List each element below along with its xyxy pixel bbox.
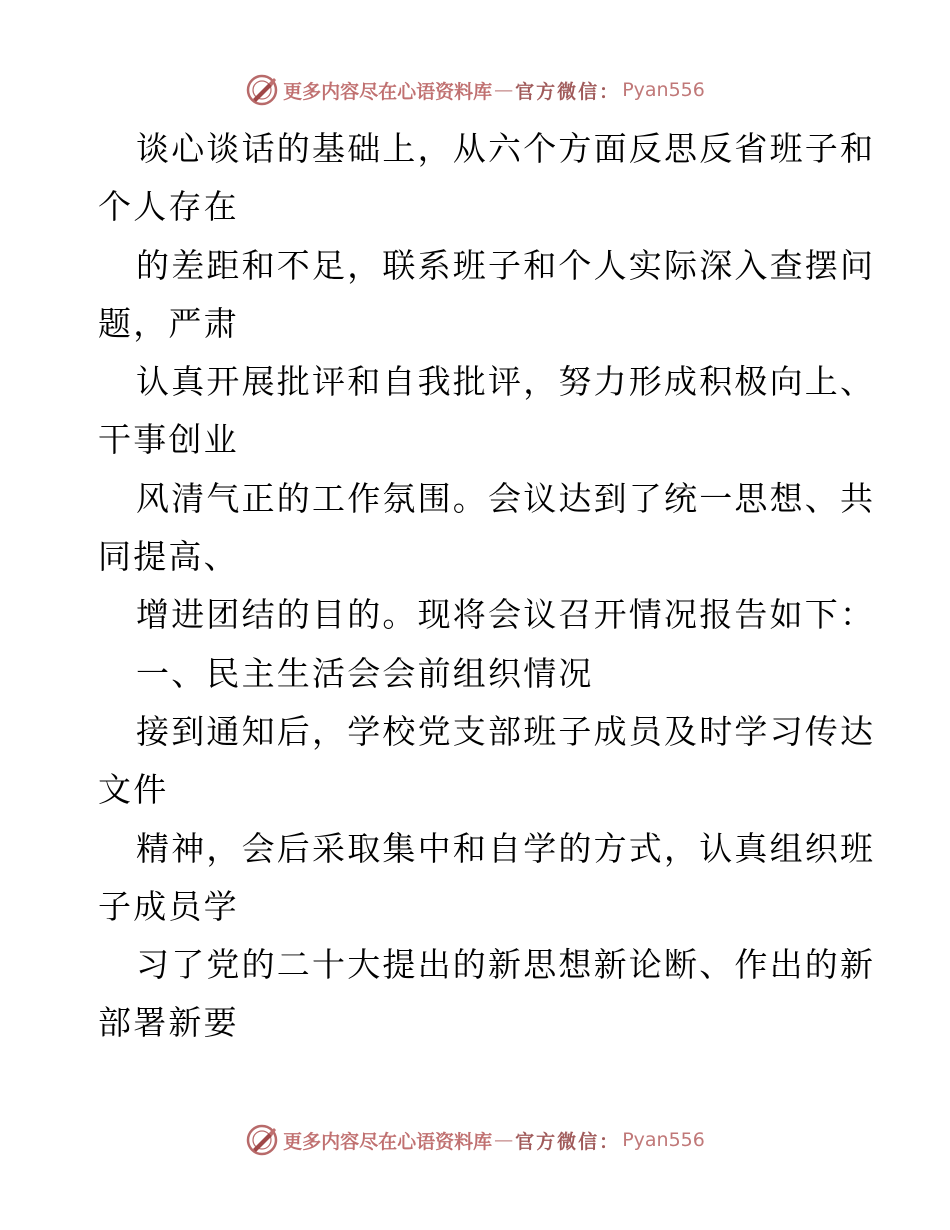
- watermark-official-label: 官方微信：: [515, 80, 621, 103]
- watermark-wechat-id: Pyan556: [622, 1129, 705, 1151]
- seal-pen-icon: [245, 73, 279, 107]
- text-line: 一、民主生活会会前组织情况: [136, 653, 594, 693]
- text-line: 接到通知后，学校党支部班子成员及时学习传达: [136, 711, 876, 751]
- watermark-wechat-id: Pyan556: [622, 79, 705, 101]
- text-line: 子成员学: [98, 886, 239, 926]
- text-line: 精神，会后采取集中和自学的方式，认真组织班: [136, 828, 876, 868]
- watermark-brand: 更多内容尽在心语资料库: [283, 1130, 493, 1153]
- text-line: 增进团结的目的。现将会议召开情况报告如下：: [136, 595, 876, 635]
- text-line: 题，严肃: [98, 303, 239, 343]
- text-line: 的差距和不足，联系班子和个人实际深入查摆问: [136, 245, 876, 285]
- text-line: 干事创业: [98, 420, 239, 460]
- text-line: 文件: [98, 770, 169, 810]
- watermark-brand: 更多内容尽在心语资料库: [283, 80, 493, 103]
- document-body: [98, 120, 878, 1053]
- watermark-dash: —: [494, 1129, 514, 1151]
- text-line: 个人存在: [98, 187, 239, 227]
- text-line: 同提高、: [98, 537, 239, 577]
- text-line: 谈心谈话的基础上，从六个方面反思反省班子和: [136, 129, 876, 168]
- text-line: 部署新要: [98, 1003, 239, 1043]
- watermark-official-label: 官方微信：: [515, 1130, 621, 1153]
- watermark-dash: —: [494, 79, 514, 101]
- header-watermark: [0, 70, 950, 110]
- footer-watermark: [0, 1120, 950, 1160]
- text-line: 认真开展批评和自我批评，努力形成积极向上、: [136, 362, 876, 402]
- text-line: 习了党的二十大提出的新思想新论断、作出的新: [136, 945, 876, 985]
- text-line: 风清气正的工作氛围。会议达到了统一思想、共: [136, 478, 876, 518]
- seal-pen-icon: [245, 1123, 279, 1157]
